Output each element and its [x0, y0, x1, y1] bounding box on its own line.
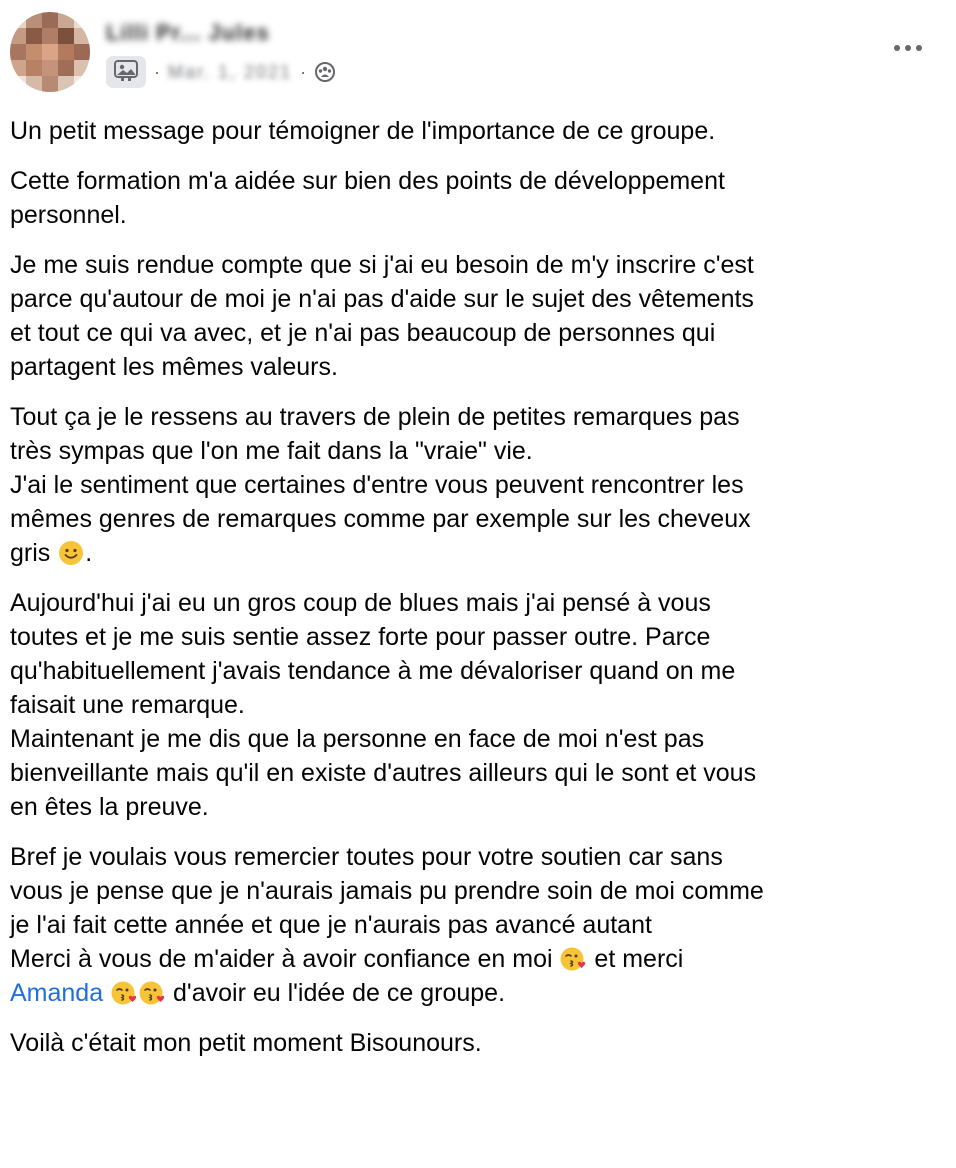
text-line: parce qu'autour de moi je n'ai pas d'aide sur le sujet des vêtements	[10, 285, 754, 313]
image-icon	[113, 58, 139, 87]
text-line: J'ai le sentiment que certaines d'entre vous peuvent rencontrer les	[10, 471, 744, 499]
text-line	[10, 942, 940, 976]
text-line: personnel.	[10, 201, 127, 229]
text-fragment: .	[85, 539, 93, 567]
text-line: très sympas que l'on me fait dans la "vraie" vie.	[10, 437, 533, 465]
text-line: Tout ça je le ressens au travers de plein de petites remarques pas	[10, 403, 740, 431]
group-audience-icon[interactable]	[314, 61, 336, 83]
text-fragment: Merci à vous de m'aider à avoir confiance en moi	[10, 945, 560, 973]
text-line: Je me suis rendue compte que si j'ai eu besoin de m'y inscrire c'est	[10, 251, 754, 279]
text-line: bienveillante mais qu'il en existe d'autres ailleurs qui le sont et vous	[10, 759, 757, 787]
text-line: Aujourd'hui j'ai eu un gros coup de blues mais j'ai pensé à vous	[10, 589, 711, 617]
more-options-icon	[894, 45, 922, 51]
text-line: vous je pense que je n'aurais jamais pu prendre soin de moi comme	[10, 877, 764, 905]
text-line: et tout ce qui va avec, et je n'ai pas beaucoup de personnes qui	[10, 319, 716, 347]
meta-separator: ·	[154, 61, 160, 82]
text-line: faisait une remarque.	[10, 691, 245, 719]
paragraph	[10, 586, 940, 824]
text-line: Bref je voulais vous remercier toutes pour votre soutien car sans	[10, 843, 723, 871]
paragraph	[10, 164, 940, 232]
text-line: toutes et je me suis sentie assez forte pour passer outre. Parce	[10, 623, 711, 651]
paragraph	[10, 248, 940, 384]
group-badge[interactable]	[106, 56, 146, 88]
text-fragment: et merci	[587, 945, 684, 973]
paragraph	[10, 400, 940, 570]
post-meta	[106, 56, 336, 88]
paragraph	[10, 1026, 940, 1060]
author-name[interactable]: Lilli Pr... Jules	[106, 20, 270, 45]
paragraph	[10, 840, 940, 1010]
text-line: en êtes la preuve.	[10, 793, 209, 821]
text-line: partagent les mêmes valeurs.	[10, 353, 338, 381]
kiss-emoji-icon	[560, 946, 586, 972]
author-avatar[interactable]	[10, 12, 90, 92]
avatar-mosaic	[10, 12, 90, 92]
mention-link[interactable]: Amanda	[10, 979, 104, 1007]
text-line: Cette formation m'a aidée sur bien des points de développement	[10, 167, 725, 195]
text-fragment: d'avoir eu l'idée de ce groupe.	[166, 979, 506, 1007]
text-line	[10, 536, 940, 570]
more-options-button[interactable]	[884, 30, 932, 66]
post-date[interactable]: Mar. 1, 2021	[168, 61, 293, 82]
smile-emoji-icon	[58, 540, 84, 566]
kiss-emoji-icon	[111, 980, 137, 1006]
paragraph	[10, 114, 940, 148]
author-name-link[interactable]	[106, 20, 270, 46]
post-body	[10, 114, 940, 1076]
text-line: Voilà c'était mon petit moment Bisounours.	[10, 1029, 482, 1057]
text-line: mêmes genres de remarques comme par exemple sur les cheveux	[10, 505, 751, 533]
text-fragment: gris	[10, 539, 58, 567]
text-line: je l'ai fait cette année et que je n'aurais pas avancé autant	[10, 911, 652, 939]
text-line: qu'habituellement j'avais tendance à me dévaloriser quand on me	[10, 657, 736, 685]
text-line: Maintenant je me dis que la personne en face de moi n'est pas	[10, 725, 705, 753]
text-line	[10, 976, 940, 1010]
kiss-emoji-icon	[139, 980, 165, 1006]
text-line: Un petit message pour témoigner de l'importance de ce groupe.	[10, 117, 716, 145]
meta-separator: ·	[300, 61, 307, 82]
